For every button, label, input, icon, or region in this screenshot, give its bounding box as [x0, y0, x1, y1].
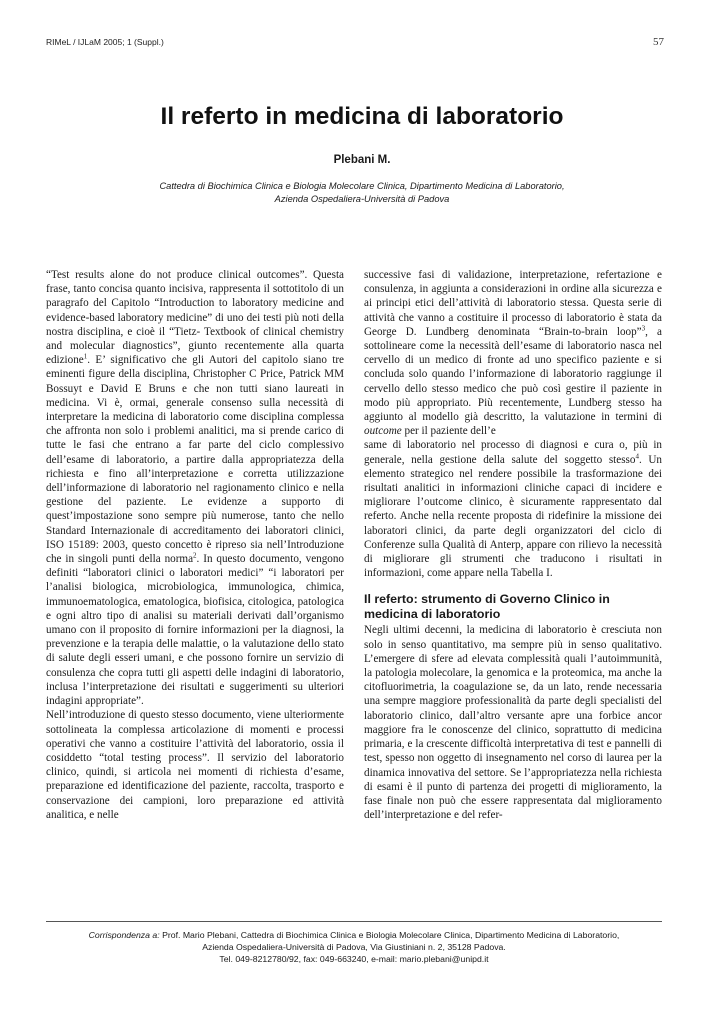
text-run: . In questo documento, vengono definiti “laboratori clinici o laboratori medici” “i laboratori per l’analisi biologica, microbiologica, immunologica, chimica, immunoematologica, ematologica, biofisica, citologica, patologica e ogni altro tipo di analisi su materiali derivati dall’organismo umano con il proposito di fornire informazioni per la diagnosi, la prevenzione e la terapia delle malattie, o la valutazione dello stato di salute degli esseri umani, e che possono fornire un servizio di consulenza che copra tutti gli aspetti delle indagini di laboratorio, inclusa l’interpretazione dei risultati e suggerimenti su ulteriori indagini appropriate”.	[46, 553, 344, 708]
body-paragraph: Nell’introduzione di questo stesso documento, viene ulteriormente sottolineata la complessa articolazione di momenti e processi operativi che vanno a costituire l’attività del laboratorio, ossia il cosiddetto “total testing process”. Il servizio del laboratorio clinico, quindi, si articola nei momenti di richiesta d’esame, preparazione ed identificazione del paziente, raccolta, trasporto e conservazione dei campioni, loro preparazione ed attività analitica, e nelle	[46, 709, 344, 821]
text-run: , a sottolineare come la necessità dell’esame di laboratorio nasca nel cervello di un medico di fronte ad uno specifico paziente e si concluda solo quando l’informazione di laboratorio raggiunge il cervello dello stesso medico che può così gestire il paziente in modo più appropriato. Più recentemente, Lundberg stesso ha aggiunto al modello già descritto, la valutazione in termini di	[364, 325, 662, 424]
correspondence-line-3: Tel. 049-8212780/92, fax: 049-663240, e-mail: mario.plebani@unipd.it	[219, 954, 489, 964]
italic-term: outcome	[364, 425, 402, 438]
affiliation-line-2: Azienda Ospedaliera-Università di Padova	[274, 193, 450, 204]
text-run: successive fasi di validazione, interpretazione, refertazione e consulenza, in aggiunta a considerazioni in ordine alla sicurezza e ai principi etici dell’attività di laboratorio stessa. Questa serie di attività che vanno a costituire il processo di laboratorio è stata da George D. Lundberg denominata “Brain-to-brain loop”	[364, 269, 662, 338]
article-author: Plebani M.	[333, 154, 391, 166]
citation-ref: 4	[635, 451, 639, 460]
correspondence-label: Corrispondenza a:	[88, 930, 160, 940]
section-heading: Il referto: strumento di Governo Clinico in medicina di laboratorio	[364, 592, 610, 622]
citation-ref: 2	[193, 551, 197, 560]
journal-reference: RIMeL / IJLaM 2005; 1 (Suppl.)	[46, 37, 164, 47]
article-title: Il referto in medicina di laboratorio	[160, 103, 564, 130]
body-paragraph: Negli ultimi decenni, la medicina di laboratorio è cresciuta non solo in senso quantitativo, ma sempre più in senso qualitativo. L’emergere di sfere ad elevata complessità quali l’autoimmunità, la patologia molecolare, la genomica e la proteomica, ma anche la citofluorimetria, la coagulazione se, da un lato, rende necessaria una sempre maggiore professionalità da parte degli specialisti del laboratorio clinico, dall’altro versante apre una forbice ancor maggiore fra le conoscenze del clinico, soprattutto di medicina primaria, e la crescente difficoltà interpretativa di test e pannelli di test, spesso non oggetto di insegnamento nel corso di laurea per la dinamica innovativa del settore. Se l’appropriatezza nella richiesta di esami è il punto di partenza dei progetti di miglioramento, la fase finale non può che essere rappresentata dal miglioramento dell’interpretazione e del refer-	[364, 624, 662, 822]
text-run: per il paziente dell’e	[404, 425, 496, 438]
citation-ref: 1	[83, 352, 88, 361]
text-run: . Un elemento strategico nel rendere possibile la trasformazione dei risultati analitici in informazioni cliniche capaci di incidere e migliorare l’outcome clinico, è sicuramente rappresentato dal referto. Anche nella recente proposta di ridefinire la missione dei laboratori clinici, da parte degli organizzatori del ciclo di Conferenze sulla Qualità di Anterp, appare con rilievo la necessità di migliorare gli strumenti che traducono i risultati in informazioni, come appare nella Tabella I.	[364, 453, 663, 580]
correspondence-line-2: Azienda Ospedaliera-Università di Padova, Via Giustiniani n. 2, 35128 Padova.	[202, 942, 506, 952]
footer-rule	[46, 921, 662, 922]
correspondence-footer	[46, 929, 662, 965]
body-paragraph	[364, 268, 662, 438]
text-run: “Test results alone do not produce clinical outcomes”. Questa frase, tanto concisa quanto incisiva, rappresenta il sottotitolo di un paragrafo del Capitolo “Introduction to laboratory medicine and evidence-based laboratory medicine” di uno dei testi più noti della nostra disciplina, e cioè il “Tietz- Textbook of clinical chemistry and molecular diagnostics”, giunto recentemente alla quarta edizione	[46, 269, 344, 367]
author-affiliation	[90, 180, 634, 205]
right-column	[364, 268, 662, 822]
page-number: 57	[653, 36, 664, 48]
body-paragraph	[364, 438, 662, 580]
text-run: same di laboratorio nel processo di diagnosi e cura o, più in generale, nella gestione della salute del soggetto stesso	[364, 439, 662, 466]
citation-ref: 3	[641, 324, 646, 333]
correspondence-line-1: Prof. Mario Plebani, Cattedra di Biochimica Clinica e Biologia Molecolare Clinica, Dipartimento Medicina di Laboratorio,	[162, 930, 620, 940]
body-paragraph	[46, 268, 344, 708]
left-column	[46, 268, 344, 822]
affiliation-line-1: Cattedra di Biochimica Clinica e Biologia Molecolare Clinica, Dipartimento Medicina di Laboratorio,	[159, 181, 565, 191]
text-run: . E’ significativo che gli Autori del capitolo siano tre eminenti figure della disciplina, Christopher C Price, Patrick MM Bossuyt e David E Bruns e che non tutti siano laureati in medicina. Vi è, ormai, generale consenso sulla necessità di interpretare la medicina di laboratorio come disciplina complessa che affronta non solo i problemi analitici, ma si prende carico di tutte le fasi che entrano a far parte del ciclo complessivo dell’esame di laboratorio, a partire dalla appropriatezza della richiesta e fino all’interpretazione e corretta utilizzazione dell’informazione di laboratorio nel ragionamento clinico e nella gestione del paziente. Le evidenze a supporto di quest’impostazione sono sempre più numerose, tanto che nello Standard Internazionale di accreditamento dei laboratori clinici, ISO 15189: 2003, questo concetto è ripreso sia nell’Introduzione che in singoli punti della norma	[46, 354, 344, 566]
